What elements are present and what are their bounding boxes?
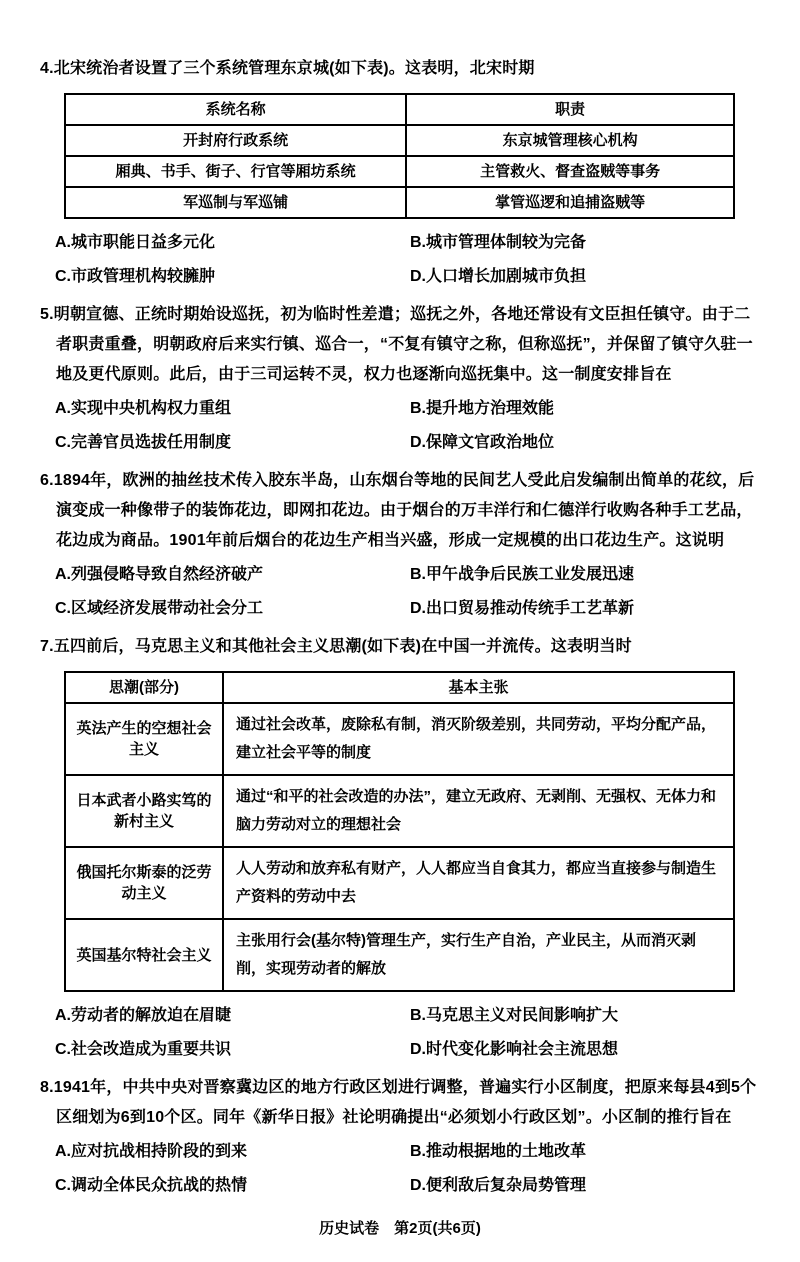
table-cell: 主管救火、督查盗贼等事务	[406, 156, 734, 187]
question-8-options	[40, 1137, 760, 1201]
option-a: A.实现中央机构权力重组	[55, 400, 232, 417]
option-b: B.提升地方治理效能	[410, 400, 555, 417]
option-b: B.甲午战争后民族工业发展迅速	[410, 566, 635, 583]
table-cell: 英法产生的空想社会主义	[65, 703, 223, 775]
table-cell: 日本武者小路实笃的新村主义	[65, 775, 223, 847]
table-row	[65, 703, 734, 775]
question-5-options	[40, 394, 760, 458]
option-a: A.城市职能日益多元化	[55, 234, 216, 251]
table-cell: 英国基尔特社会主义	[65, 919, 223, 991]
question-6-stem: 6.1894年，欧洲的抽丝技术传入胶东半岛，山东烟台等地的民间艺人受此启发编制出简单的花纹，后演变成一种像带子的装饰花边，即网扣花边。由于烟台的万丰洋行和仁德洋行收购各种手工艺品，花边成为商品。1901年前后烟台的花边生产相当兴盛，形成一定规模的出口花边生产。这说明	[40, 472, 755, 549]
option-c: C.社会改造成为重要共识	[55, 1041, 232, 1058]
table-cell: 厢典、书手、街子、行官等厢坊系统	[65, 156, 406, 187]
table-header-cell: 系统名称	[65, 94, 406, 125]
question-7-stem: 7.五四前后，马克思主义和其他社会主义思潮(如下表)在中国一并流传。这表明当时	[40, 638, 632, 655]
table-row	[65, 125, 734, 156]
table-row	[65, 156, 734, 187]
question-5-stem: 5.明朝宣德、正统时期始设巡抚，初为临时性差遣；巡抚之外，各地还常设有文臣担任镇守。由于二者职责重叠，明朝政府后来实行镇、巡合一，“不复有镇守之称，但称巡抚”，并保留了镇守久驻一地及更代原则。此后，由于三司运转不灵，权力也逐渐向巡抚集中。这一制度安排旨在	[40, 306, 753, 383]
question-4-options	[40, 228, 760, 292]
question-7	[40, 632, 760, 1065]
option-a: A.劳动者的解放迫在眉睫	[55, 1007, 232, 1024]
option-d: D.便利敌后复杂局势管理	[410, 1177, 587, 1194]
table-cell: 人人劳动和放弃私有财产，人人都应当自食其力，都应当直接参与制造生产资料的劳动中去	[223, 847, 734, 919]
option-d: D.保障文官政治地位	[410, 434, 555, 451]
table-cell: 俄国托尔斯泰的泛劳动主义	[65, 847, 223, 919]
question-8	[40, 1073, 760, 1201]
table-header-cell: 思潮(部分)	[65, 672, 223, 703]
table-cell: 通过“和平的社会改造的办法”，建立无政府、无剥削、无强权、无体力和脑力劳动对立的理想社会	[223, 775, 734, 847]
option-c: C.区域经济发展带动社会分工	[55, 600, 264, 617]
question-7-options	[40, 1001, 760, 1065]
table-cell: 主张用行会(基尔特)管理生产，实行生产自治，产业民主，从而消灭剥削，实现劳动者的解放	[223, 919, 734, 991]
table-row	[65, 847, 734, 919]
table-header-row	[65, 672, 734, 703]
question-7-table	[64, 671, 735, 992]
option-b: B.马克思主义对民间影响扩大	[410, 1007, 619, 1024]
table-row	[65, 919, 734, 991]
question-4-stem: 4.北宋统治者设置了三个系统管理东京城(如下表)。这表明，北宋时期	[40, 60, 535, 77]
table-header-cell: 基本主张	[223, 672, 734, 703]
option-c: C.完善官员选拔任用制度	[55, 434, 232, 451]
table-row	[65, 187, 734, 218]
question-8-stem: 8.1941年，中共中央对晋察冀边区的地方行政区划进行调整，普遍实行小区制度，把原来每县4到5个区细划为6到10个区。同年《新华日报》社论明确提出“必须划小行政区划”。小区制的推行旨在	[40, 1079, 757, 1126]
option-d: D.人口增长加剧城市负担	[410, 268, 587, 285]
page-footer: 历史试卷 第2页(共6页)	[319, 1220, 481, 1237]
option-b: B.推动根据地的土地改革	[410, 1143, 587, 1160]
option-c: C.调动全体民众抗战的热情	[55, 1177, 248, 1194]
table-cell: 掌管巡逻和追捕盗贼等	[406, 187, 734, 218]
option-a: A.列强侵略导致自然经济破产	[55, 566, 264, 583]
table-row	[65, 775, 734, 847]
question-4	[40, 54, 760, 292]
option-d: D.时代变化影响社会主流思想	[410, 1041, 619, 1058]
table-cell: 军巡制与军巡铺	[65, 187, 406, 218]
question-6-options	[40, 560, 760, 624]
option-d: D.出口贸易推动传统手工艺革新	[410, 600, 635, 617]
option-c: C.市政管理机构较臃肿	[55, 268, 216, 285]
table-cell: 开封府行政系统	[65, 125, 406, 156]
question-5	[40, 300, 760, 458]
option-b: B.城市管理体制较为完备	[410, 234, 587, 251]
table-header-cell: 职责	[406, 94, 734, 125]
question-4-table	[64, 93, 735, 219]
table-cell: 东京城管理核心机构	[406, 125, 734, 156]
question-6	[40, 466, 760, 624]
table-header-row	[65, 94, 734, 125]
option-a: A.应对抗战相持阶段的到来	[55, 1143, 248, 1160]
table-cell: 通过社会改革，废除私有制，消灭阶级差别，共同劳动，平均分配产品，建立社会平等的制度	[223, 703, 734, 775]
